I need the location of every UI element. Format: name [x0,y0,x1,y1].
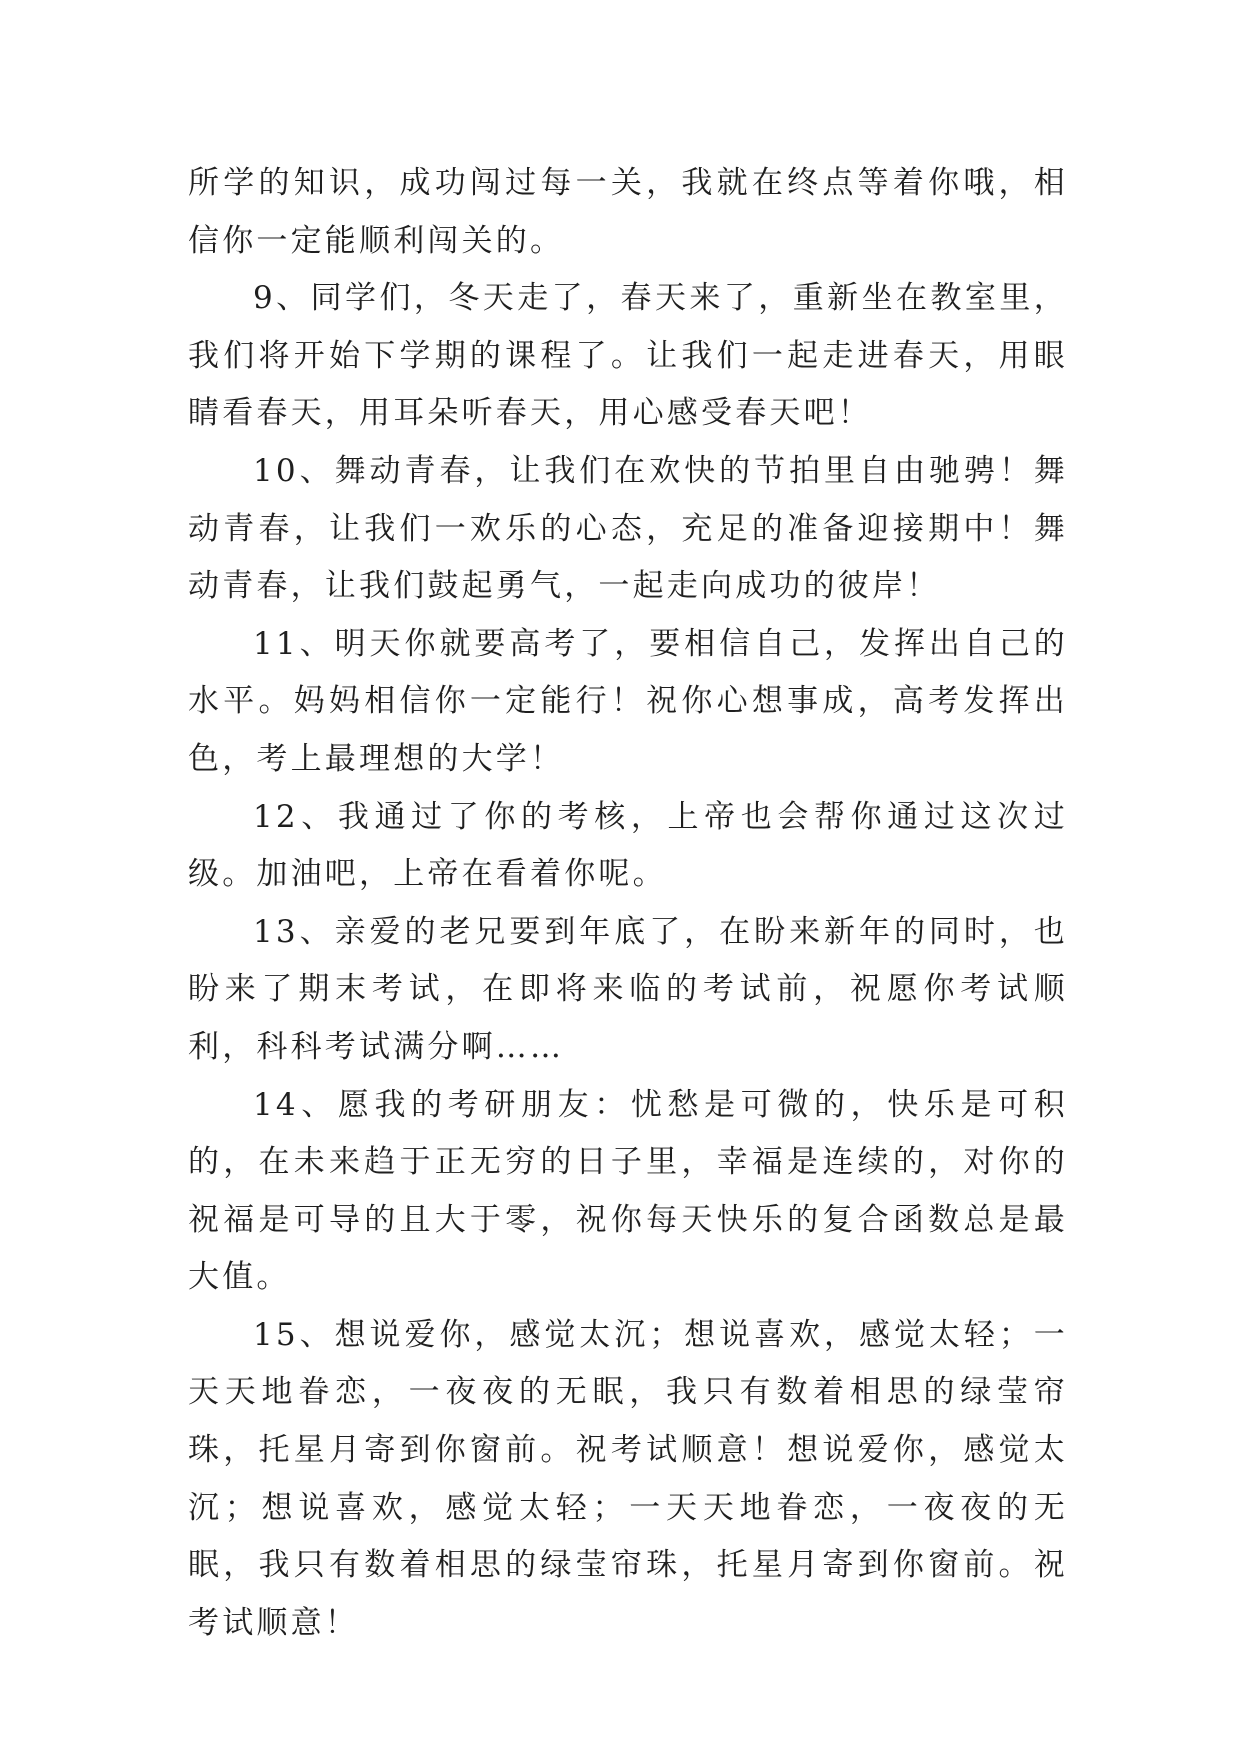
paragraph-11: 11、明天你就要高考了，要相信自己，发挥出自己的水平。妈妈相信你一定能行！祝你心想事成，高考发挥出色，考上最理想的大学！ [188,625,1068,777]
paragraph-continued: 所学的知识，成功闯过每一关，我就在终点等着你哦，相信你一定能顺利闯关的。 [188,165,1068,259]
paragraph-10: 10、舞动青春，让我们在欢快的节拍里自由驰骋！舞动青春，让我们一欢乐的心态，充足的准备迎接期中！舞动青春，让我们鼓起勇气，一起走向成功的彼岸！ [188,452,1068,605]
paragraph-12: 12、我通过了你的考核，上帝也会帮你通过这次过级。加油吧，上帝在看着你呢。 [188,798,1068,893]
paragraph-15: 15、想说爱你，感觉太沉；想说喜欢，感觉太轻；一天天地眷恋，一夜夜的无眠，我只有数着相思的绿莹帘珠，托星月寄到你窗前。祝考试顺意！想说爱你，感觉太沉；想说喜欢，感觉太轻；一天天地眷恋，一夜夜的无眠，我只有数着相思的绿莹帘珠，托星月寄到你窗前。祝考试顺意！ [188,1316,1068,1641]
document-body [188,155,1068,1652]
paragraph-14: 14、愿我的考研朋友：忧愁是可微的，快乐是可积的，在未来趋于正无穷的日子里，幸福是连续的，对你的祝福是可导的且大于零，祝你每天快乐的复合函数总是最大值。 [188,1086,1068,1296]
paragraph-13: 13、亲爱的老兄要到年底了，在盼来新年的同时，也盼来了期末考试，在即将来临的考试前，祝愿你考试顺利，科科考试满分啊…… [188,913,1068,1065]
paragraph-9: 9、同学们，冬天走了，春天来了，重新坐在教室里，我们将开始下学期的课程了。让我们一起走进春天，用眼睛看春天，用耳朵听春天，用心感受春天吧！ [188,280,1068,432]
